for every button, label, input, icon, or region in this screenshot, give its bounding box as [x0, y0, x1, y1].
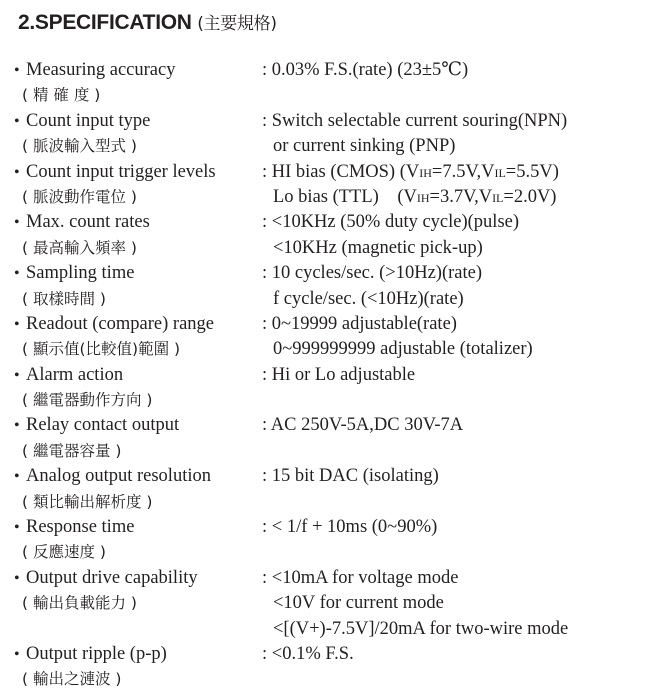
spec-label-cn: ( 類比輸出解析度 ) — [22, 492, 153, 511]
spec-value: : 10 cycles/sec. (>10Hz)(rate) — [262, 263, 482, 284]
spec-row-max-count-rates — [0, 210, 660, 261]
spec-value-cont: <10V for current mode — [273, 593, 444, 614]
spec-value-cont: 0~999999999 adjustable (totalizer) — [273, 339, 533, 360]
spec-label-cn: ( 輸出之漣波 ) — [22, 670, 122, 689]
spec-value-cont: <10KHz (magnetic pick-up) — [273, 237, 483, 258]
bullet-icon: • — [14, 265, 20, 283]
bullet-icon: • — [14, 163, 20, 181]
spec-value: : 0.03% F.S.(rate) (23±5℃) — [262, 60, 469, 80]
spec-label-cn: ( 繼電器動作方向 ) — [22, 391, 153, 410]
spec-label-cn: ( 脈波動作電位 ) — [22, 187, 137, 206]
spec-label: Alarm action — [26, 364, 124, 385]
spec-label-cn: ( 輸出負載能力 ) — [22, 594, 137, 613]
bullet-icon: • — [14, 214, 20, 232]
bullet-icon: • — [14, 62, 20, 79]
spec-value: : 0~19999 adjustable(rate) — [262, 313, 457, 334]
spec-label: Sampling time — [26, 263, 135, 284]
spec-label: Output drive capability — [26, 567, 198, 588]
spec-row-analog-output-resolution — [0, 464, 660, 515]
bullet-icon: • — [14, 112, 20, 130]
spec-label: Count input trigger levels — [26, 161, 216, 182]
bullet-icon: • — [14, 645, 20, 663]
bullet-icon: • — [14, 569, 20, 587]
spec-value-cont: or current sinking (PNP) — [273, 136, 456, 157]
bullet-icon: • — [14, 519, 20, 537]
spec-label: Output ripple (p-p) — [26, 643, 167, 664]
spec-value-cont: Lo bias (TTL) (VIH=3.7V,VIL=2.0V) — [273, 186, 557, 207]
spec-row-alarm-action — [0, 363, 660, 414]
spec-label: Max. count rates — [26, 212, 150, 233]
spec-row-relay-contact-output — [0, 413, 660, 464]
spec-label: Count input type — [26, 110, 151, 131]
spec-value: : Switch selectable current souring(NPN) — [262, 110, 568, 131]
spec-value: : 15 bit DAC (isolating) — [262, 466, 439, 487]
spec-row-readout-range — [0, 312, 660, 363]
section-heading — [18, 9, 277, 35]
spec-value-cont: f cycle/sec. (<10Hz)(rate) — [273, 288, 464, 309]
spec-value: : HI bias (CMOS) (VIH=7.5V,VIL=5.5V) — [262, 161, 559, 182]
spec-row-output-ripple — [0, 642, 660, 693]
spec-list — [0, 58, 660, 693]
spec-row-sampling-time — [0, 261, 660, 312]
spec-value: : < 1/f + 10ms (0~90%) — [262, 517, 438, 538]
bullet-icon: • — [14, 468, 20, 486]
spec-row-output-drive-capability — [0, 566, 660, 642]
bullet-icon: • — [14, 366, 20, 384]
spec-value: : AC 250V-5A,DC 30V-7A — [262, 415, 464, 436]
section-title-cn: (主要規格) — [197, 14, 277, 34]
spec-label-cn: ( 顯示值(比較值)範圍 ) — [22, 340, 181, 359]
spec-value: : Hi or Lo adjustable — [262, 364, 416, 385]
bullet-icon: • — [14, 417, 20, 435]
spec-row-response-time — [0, 515, 660, 566]
spec-label: Response time — [26, 517, 135, 538]
spec-row-trigger-levels — [0, 160, 660, 211]
spec-value-cont: <[(V+)-7.5V]/20mA for two-wire mode — [273, 618, 569, 639]
spec-label: Readout (compare) range — [26, 313, 214, 334]
spec-label: Measuring accuracy — [26, 60, 176, 80]
spec-label-cn: ( 精 確 度 ) — [22, 86, 101, 105]
spec-value: : <10KHz (50% duty cycle)(pulse) — [262, 212, 520, 233]
section-title: 2.SPECIFICATION — [18, 11, 192, 34]
spec-label-cn: ( 繼電器容量 ) — [22, 441, 122, 460]
spec-row-count-input-type — [0, 109, 660, 160]
spec-label-cn: ( 脈波輸入型式 ) — [22, 137, 137, 156]
spec-label-cn: ( 反應速度 ) — [22, 543, 106, 562]
spec-label-cn: ( 取樣時間 ) — [22, 289, 106, 308]
spec-label: Relay contact output — [26, 415, 180, 436]
bullet-icon: • — [14, 315, 20, 333]
spec-label-cn: ( 最高輸入頻率 ) — [22, 238, 137, 257]
spec-row-measuring-accuracy — [0, 58, 660, 109]
spec-value: : <0.1% F.S. — [262, 643, 354, 664]
spec-value: : <10mA for voltage mode — [262, 567, 459, 588]
spec-label: Analog output resolution — [26, 466, 211, 487]
